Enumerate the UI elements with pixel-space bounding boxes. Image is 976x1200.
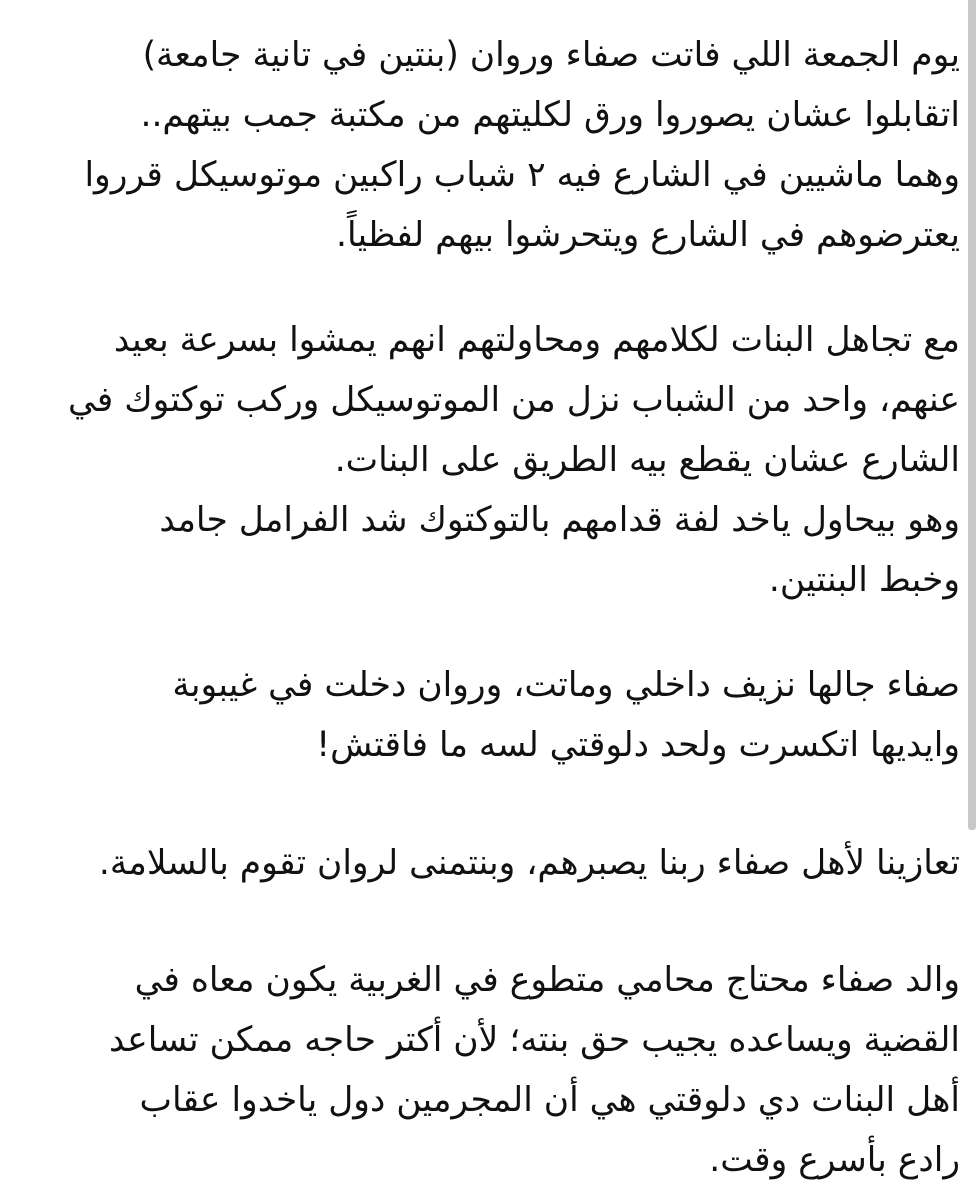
- text-line: تعازينا لأهل صفاء ربنا يصبرهم، وبنتمنى لروان تقوم بالسلامة.: [98, 843, 960, 883]
- text-line: وهو بيحاول ياخد لفة قدامهم بالتوكتوك شد الفرامل جامد: [159, 500, 960, 540]
- text-line: يعترضوهم في الشارع ويتحرشوا بيهم لفظياً.: [336, 215, 960, 255]
- text-line: مع تجاهل البنات لكلامهم ومحاولتهم انهم يمشوا بسرعة بعيد: [113, 320, 960, 360]
- text-line: اتقابلوا عشان يصوروا ورق لكليتهم من مكتبة جمب بيتهم..: [140, 95, 960, 135]
- text-line: وهما ماشيين في الشارع فيه ٢ شباب راكبين موتوسيكل قرروا: [84, 155, 960, 195]
- text-line: صفاء جالها نزيف داخلي وماتت، وروان دخلت في غيبوبة: [172, 665, 960, 705]
- text-line: وخبط البنتين.: [768, 560, 960, 600]
- text-line: أهل البنات دي دلوقتي هي أن المجرمين دول ياخدوا عقاب: [139, 1080, 960, 1120]
- text-line: القضية ويساعده يجيب حق بنته؛ لأن أكتر حاجه ممكن تساعد: [109, 1020, 960, 1060]
- text-line: والد صفاء محتاج محامي متطوع في الغربية يكون معاه في: [134, 960, 960, 1000]
- text-line: رادع بأسرع وقت.: [709, 1140, 960, 1180]
- text-line: وايديها اتكسرت ولحد دلوقتي لسه ما فاقتش!: [316, 725, 960, 765]
- text-line: يوم الجمعة اللي فاتت صفاء وروان (بنتين في تانية جامعة): [142, 35, 960, 75]
- vertical-scrollbar[interactable]: [968, 0, 976, 830]
- text-line: الشارع عشان يقطع بيه الطريق على البنات.: [334, 440, 960, 480]
- text-line: عنهم، واحد من الشباب نزل من الموتوسيكل وركب توكتوك في: [67, 380, 960, 420]
